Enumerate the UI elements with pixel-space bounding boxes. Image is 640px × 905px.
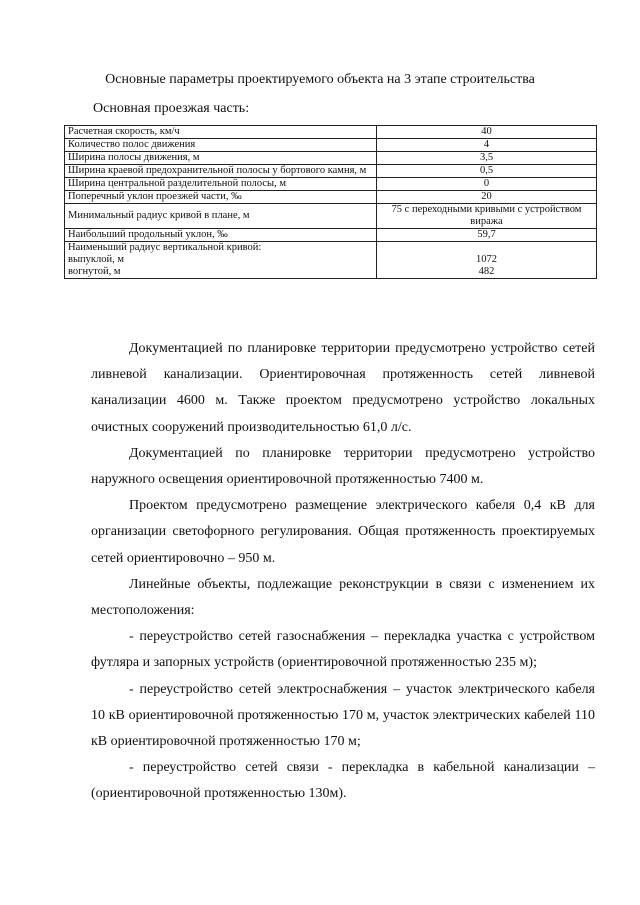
table-row xyxy=(65,139,597,152)
paragraph: Проектом предусмотрено размещение электрического кабеля 0,4 кВ для организации светофорного регулирования. Общая протяженность проектируемых сетей ориентировочно – 950 м. xyxy=(91,498,595,566)
param-value: 75 с переходными кривыми с устройством виража xyxy=(377,204,597,229)
body-text xyxy=(91,336,595,808)
param-value: 4 xyxy=(377,139,597,152)
paragraph: - переустройство сетей электроснабжения – участок электрического кабеля 10 кВ ориентировочной протяженностью 170 м, участок электрических кабелей 110 кВ ориентировочной протяженностью 170 м; xyxy=(91,681,595,750)
convex-value: 1072 xyxy=(476,254,497,265)
paragraph: - переустройство сетей газоснабжения – перекладка участка с устройством футляра и запорных устройств (ориентировочной протяженностью 235 м); xyxy=(91,629,595,671)
vertical-curve-label: Наименьший радиус вертикальной кривой: xyxy=(68,242,262,253)
param-label: Наибольший продольный уклон, ‰ xyxy=(65,229,377,242)
param-value: 59,7 xyxy=(377,229,597,242)
param-label: Ширина полосы движения, м xyxy=(65,152,377,165)
paragraph: Документацией по планировке территории предусмотрено устройство наружного освещения ориентировочной протяженностью 7400 м. xyxy=(91,445,595,488)
table-row xyxy=(65,165,597,178)
table-row xyxy=(65,191,597,204)
paragraph: Документацией по планировке территории предусмотрено устройство сетей ливневой канализации. Ориентировочная протяженность сетей ливневой канализации 4600 м. Также проектом предусмотрено устройство локальных очистных сооружений производительностью 61,0 л/с. xyxy=(91,341,595,435)
table-row xyxy=(65,126,597,139)
concave-label: вогнутой, м xyxy=(68,266,121,277)
param-value: 3,5 xyxy=(377,152,597,165)
paragraph: Линейные объекты, подлежащие реконструкции в связи с изменением их местоположения: xyxy=(91,576,595,619)
table-row xyxy=(65,229,597,242)
param-value: 0,5 xyxy=(377,165,597,178)
table-row xyxy=(65,152,597,165)
param-value: 40 xyxy=(377,126,597,139)
param-value: 0 xyxy=(377,178,597,191)
param-label: Ширина центральной разделительной полосы, м xyxy=(65,178,377,191)
param-value xyxy=(377,242,597,279)
table-row xyxy=(65,204,597,229)
param-label: Поперечный уклон проезжей части, ‰ xyxy=(65,191,377,204)
param-label: Ширина краевой предохранительной полосы у бортового камня, м xyxy=(65,165,377,178)
param-value: 20 xyxy=(377,191,597,204)
section-heading: Основные параметры проектируемого объекта на 3 этапе строительства xyxy=(105,72,535,87)
table-row xyxy=(65,178,597,191)
concave-value: 482 xyxy=(478,266,495,277)
param-label xyxy=(65,242,377,279)
parameters-table xyxy=(64,125,597,279)
section-subheading: Основная проезжая часть: xyxy=(93,101,250,116)
param-label: Минимальный радиус кривой в плане, м xyxy=(65,204,377,229)
param-label: Расчетная скорость, км/ч xyxy=(65,126,377,139)
convex-label: выпуклой, м xyxy=(68,254,124,265)
param-label: Количество полос движения xyxy=(65,139,377,152)
paragraph: - переустройство сетей связи - перекладка в кабельной канализации – (ориентировочной протяженностью 130м). xyxy=(91,760,595,802)
table-row xyxy=(65,242,597,279)
